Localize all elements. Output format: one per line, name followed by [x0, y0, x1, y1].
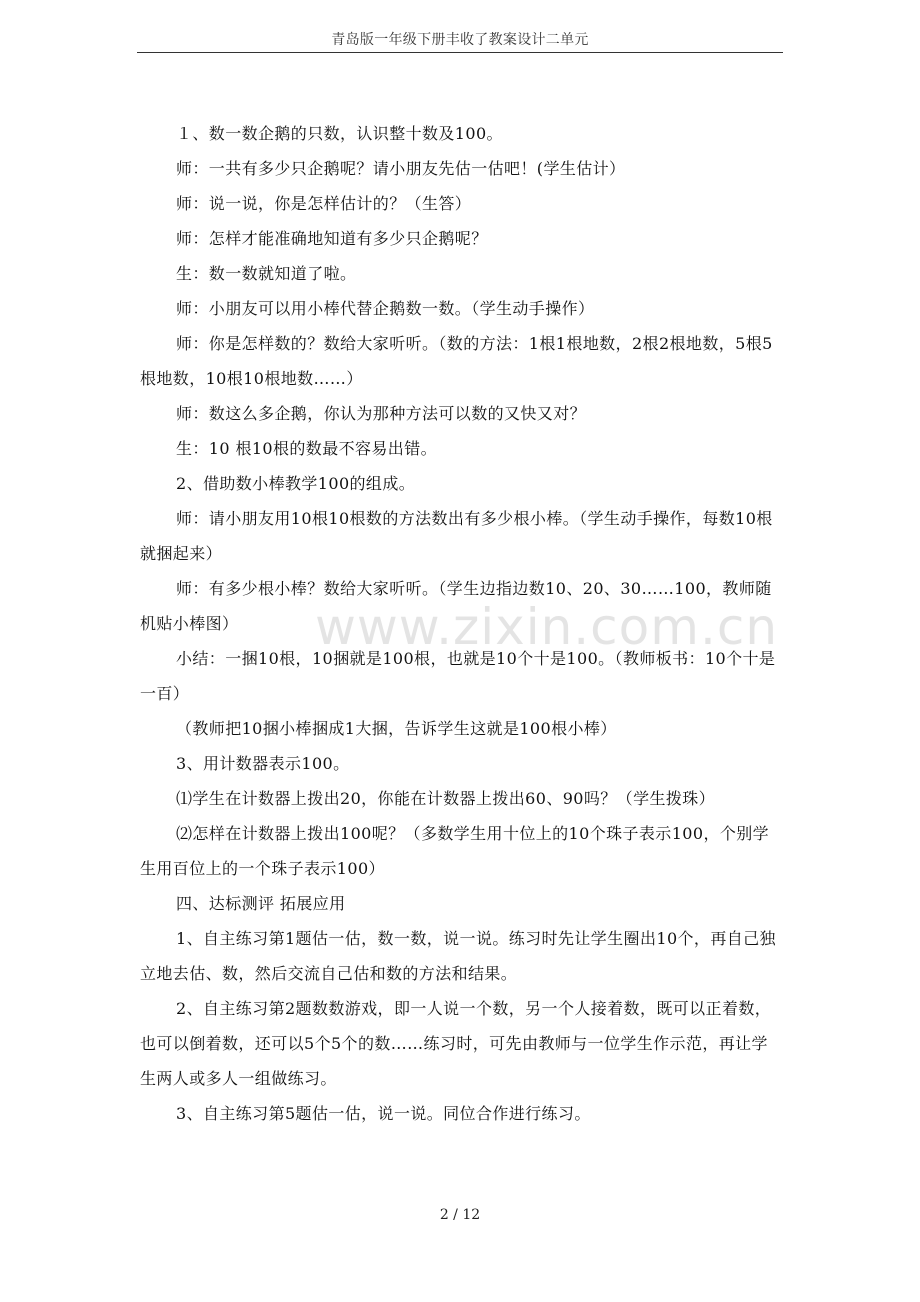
section-heading: 3、用计数器表示100。	[176, 754, 350, 773]
paragraph: 师：一共有多少只企鹅呢？请小朋友先估一估吧！(学生估计）	[176, 159, 626, 178]
paragraph: 师：数这么多企鹅，你认为那种方法可以数的又快又对？	[176, 404, 587, 423]
paragraph: 师：你是怎样数的？数给大家听听。（数的方法：1根1根地数，2根2根地数，5根5 根地数，10根10根地数……）	[140, 334, 773, 388]
paragraph: 3、自主练习第5题估一估，说一说。同位合作进行练习。	[176, 1104, 591, 1123]
paragraph: 师：说一说，你是怎样估计的？（生答）	[176, 194, 472, 213]
watermark: www.zixin.com.cn	[315, 598, 779, 656]
paragraph: 生：数一数就知道了啦。	[176, 264, 357, 283]
paragraph: ⑴学生在计数器上拨出20，你能在计数器上拨出60、90吗？（学生拨珠）	[176, 789, 716, 808]
paragraph: ⑵怎样在计数器上拨出100呢？（多数学生用十位上的10个珠子表示100，个别学生用百位上的一个珠子表示100）	[140, 824, 770, 878]
page-number: 2 / 12	[439, 1207, 481, 1223]
paragraph: 生：10 根10根的数最不容易出错。	[176, 439, 438, 458]
section-heading: 四、达标测评 拓展应用	[176, 894, 346, 913]
paragraph: 师：小朋友可以用小棒代替企鹅数一数。（学生动手操作）	[176, 299, 595, 318]
paragraph: １、数一数企鹅的只数，认识整十数及100。	[176, 124, 503, 143]
paragraph: （教师把10捆小棒捆成1大捆，告诉学生这就是100根小棒）	[176, 719, 617, 738]
page-header	[137, 0, 783, 53]
paragraph: 师：有多少根小棒？数给大家听听。（学生边指边数10、20、30……100，教师随机贴小棒图）	[140, 579, 772, 633]
paragraph: 小结：一捆10根，10捆就是100根，也就是10个十是100。（教师板书：10个十是一百）	[140, 649, 776, 703]
document-body	[140, 116, 782, 1131]
paragraph: 师：怎样才能准确地知道有多少只企鹅呢？	[176, 229, 488, 248]
paragraph: 师：请小朋友用10根10根数的方法数出有多少根小棒。（学生动手操作，每数10根就捆起来）	[140, 509, 773, 563]
paragraph: 1、自主练习第1题估一估，数一数，说一说。练习时先让学生圈出10个，再自己独立地去估、数，然后交流自己估和数的方法和结果。	[140, 929, 776, 983]
section-heading: 2、借助数小棒教学100的组成。	[176, 474, 416, 493]
document-title: 青岛版一年级下册丰收了教案设计二单元	[331, 32, 589, 48]
paragraph: 2、自主练习第2题数数游戏，即一人说一个数，另一个人接着数，既可以正着数，也可以倒着数，还可以5个5个的数……练习时，可先由教师与一位学生作示范，再让学生两人或多人一组做练习。	[140, 999, 772, 1088]
